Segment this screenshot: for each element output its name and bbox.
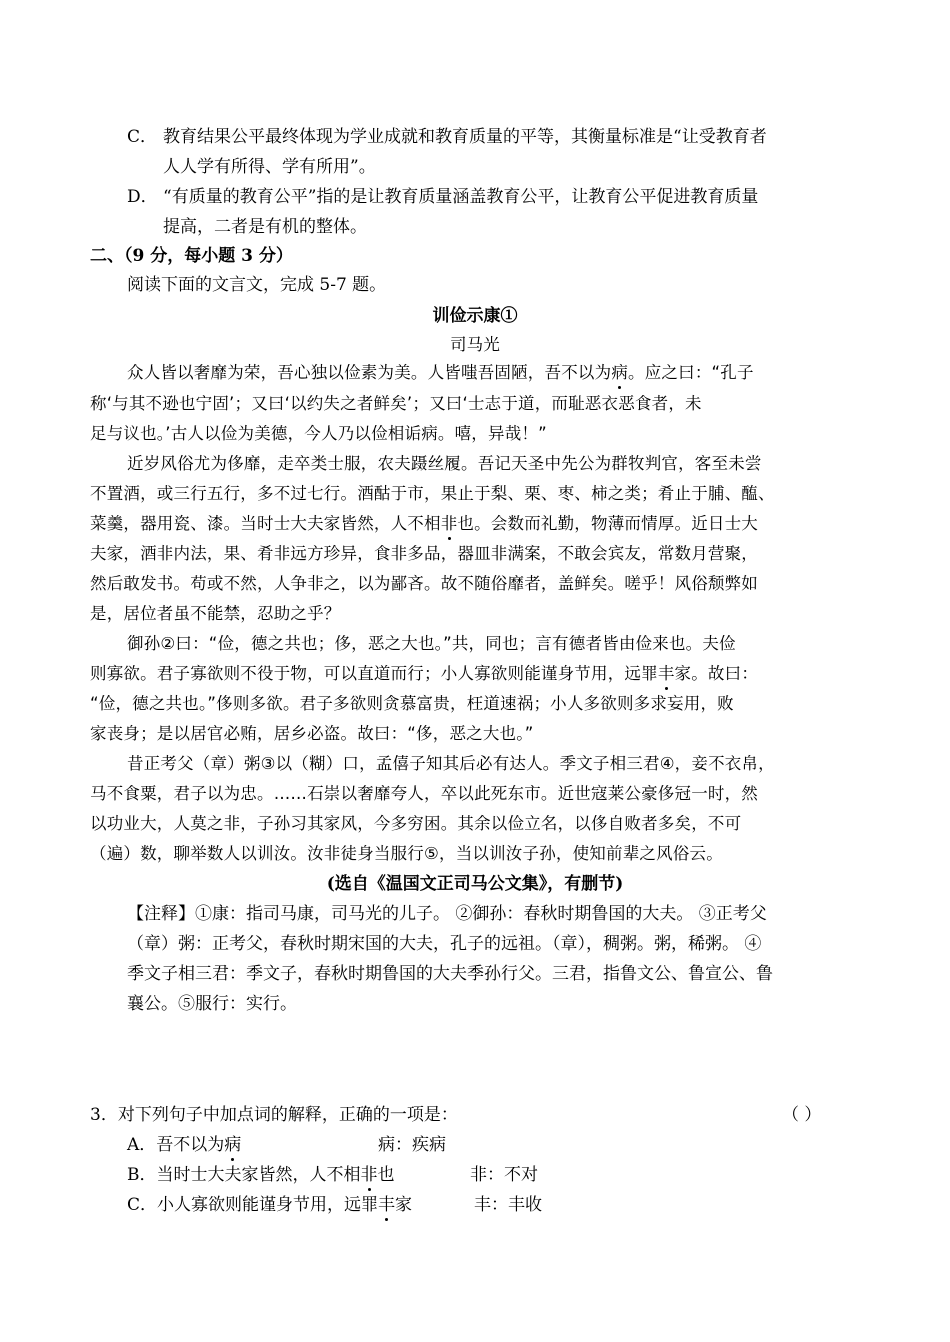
- option-b-answer: 非：不对: [470, 1165, 538, 1185]
- option-c-text-line2: 人人学有所得、学有所用”。: [163, 157, 376, 177]
- option-d-text-line2: 提高，二者是有机的整体。: [163, 217, 367, 237]
- passage-line: 马不食粟，君子以为忠。……石崇以奢靡夸人，卒以此死东市。近世寇莱公豪侈冠一时，然: [90, 784, 758, 803]
- passage-line: 近岁风俗尤为侈靡，走卒类士服，农夫蹑丝履。吾记天圣中先公为群牧判官，客至未尝: [127, 454, 762, 473]
- passage-author: 司马光: [449, 335, 501, 354]
- passage-title: 训俭示康①: [432, 306, 518, 326]
- passage-line: 众人皆以奢靡为荣，吾心独以俭素为美。人皆嗤吾固陋，吾不以为病。应之曰：“孔子: [127, 363, 754, 382]
- passage-line: 夫家，酒非内法，果、肴非远方珍异，食非多品，器皿非满案，不敢会宾友，常数月营聚，: [90, 544, 758, 563]
- notes-line: 【注释】①康：指司马康，司马光的儿子。 ②御孙：春秋时期鲁国的大夫。 ③正考父: [127, 904, 767, 924]
- notes-line: 襄公。⑤服行：实行。: [127, 994, 297, 1014]
- dotted-word: 丰: [657, 664, 675, 683]
- passage-line: 菜羹，器用瓷、漆。当时士大夫家皆然，人不相非也。会数而礼勤，物薄而情厚。近日士大: [90, 514, 759, 533]
- question-option-a: A．吾不以为病: [127, 1135, 242, 1155]
- passage-line: 以功业大，人莫之非，子孙习其家风，今多穷困。其余以俭立名，以侈自败者多矣，不可: [90, 814, 742, 833]
- section-heading: 二、（9 分，每小题 3 分）: [90, 246, 293, 266]
- dotted-word: 非: [360, 1165, 378, 1185]
- option-c-text-line1: 教育结果公平最终体现为学业成就和教育质量的平等，其衡量标准是“让受教育者: [163, 127, 767, 147]
- question-option-c: C．小人寡欲则能谨身节用，远罪丰家: [127, 1195, 413, 1215]
- passage-line: 不置酒，或三行五行，多不过七行。酒酤于市，果止于梨、栗、枣、柿之类；肴止于脯、醢、: [90, 484, 775, 503]
- answer-bracket[interactable]: （ ）: [782, 1105, 822, 1125]
- passage-line: （遍）数，聊举数人以训汝。汝非徒身当服行⑤，当以训汝子孙，使知前辈之风俗云。: [90, 844, 723, 863]
- dotted-word: 丰: [378, 1195, 396, 1215]
- dotted-word: 病: [611, 363, 629, 382]
- passage-line: 足与议也。’古人以俭为美德，今人乃以俭相诟病。嘻，异哉！”: [90, 424, 547, 443]
- option-c-answer: 丰：丰收: [474, 1195, 542, 1215]
- section-intro: 阅读下面的文言文，完成 5-7 题。: [127, 275, 387, 295]
- passage-line: 家丧身；是以居官必贿，居乡必盗。故曰：“侈，恶之大也。”: [90, 724, 534, 743]
- dotted-word: 非: [440, 514, 458, 533]
- option-c-label: C．: [127, 127, 158, 147]
- passage-line: 是，居位者虽不能禁，忍助之乎？: [90, 604, 341, 623]
- option-d-label: D．: [127, 187, 158, 207]
- passage-line: 昔正考父（章）粥③以（糊）口，孟僖子知其后必有达人。季文子相三君④，妾不衣帛，: [127, 754, 775, 773]
- option-a-answer: 病：疾病: [378, 1135, 446, 1155]
- passage-line: 则寡欲。君子寡欲则不役于物，可以直道而行；小人寡欲则能谨身节用，远罪丰家。故曰：: [90, 664, 759, 683]
- passage-line: 然后敢发书。苟或不然，人争非之，以为鄙吝。故不随俗靡者，盖鲜矣。嗟乎！风俗颓弊如: [90, 574, 758, 593]
- passage-line: “俭，德之共也。”侈则多欲。君子多欲则贪慕富贵，枉道速祸；小人多欲则多求妄用，败: [90, 694, 734, 713]
- notes-line: （章）粥：正考父，春秋时期宋国的大夫，孔子的远祖。（章），稠粥。粥，稀粥。 ④: [127, 934, 762, 954]
- notes-line: 季文子相三君：季文子，春秋时期鲁国的大夫季孙行父。三君，指鲁文公、鲁宣公、鲁: [127, 964, 773, 984]
- dotted-word: 病: [224, 1135, 242, 1155]
- passage-source: (选自《温国文正司马公文集》，有删节): [326, 874, 624, 894]
- passage-line: 称‘与其不逊也宁固’；又曰‘以约失之者鲜矣’；又曰‘士志于道，而耻恶衣恶食者，未: [90, 394, 702, 413]
- option-d-text-line1: “有质量的教育公平”指的是让教育质量涵盖教育公平，让教育公平促进教育质量: [163, 187, 759, 207]
- question-stem: 3．对下列句子中加点词的解释，正确的一项是：: [90, 1105, 458, 1125]
- question-option-b: B．当时士大夫家皆然，人不相非也: [127, 1165, 395, 1185]
- passage-line: 御孙②曰：“俭，德之共也；侈，恶之大也。”共，同也；言有德者皆由俭来也。夫俭: [127, 634, 736, 653]
